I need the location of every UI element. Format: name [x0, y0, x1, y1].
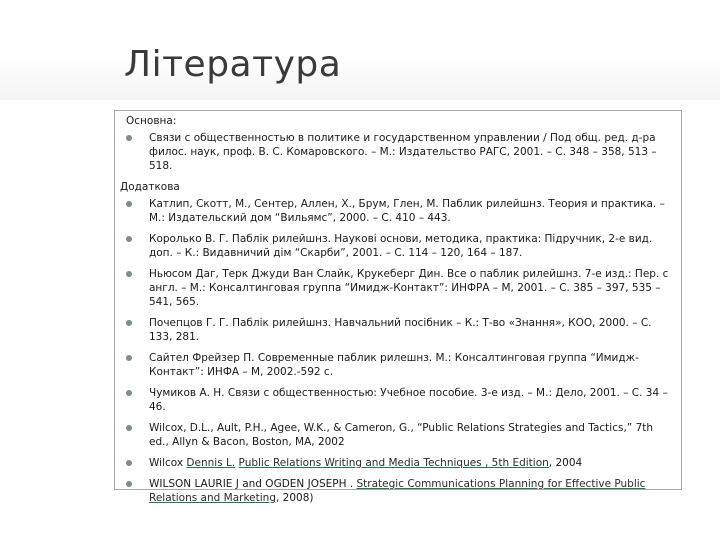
bullet-icon	[126, 481, 132, 487]
reference-text: Чумиков А. Н. Связи с общественностью: Учебное пособие. 3-е изд. – М.: Дело, 2001. – С. 34 – 46.	[149, 387, 668, 413]
reference-text: Королько В. Г. Паблік рилейшнз. Наукові основи, методика, практика: Підручник, 2-е вид. доп. – К.: Видавничий дім “Скарби”, 2001. – С. 114 – 120, 164 – 187.	[149, 233, 653, 259]
reference-text: Wilcox, D.L., Ault, P.H., Agee, W.K., & Cameron, G., “Public Relations Strategies and Tactics,” 7th ed., Allyn & Bacon, Boston, MA, 2002	[149, 422, 654, 448]
additional-references-list	[120, 197, 675, 505]
author-link[interactable]: Dennis L.	[186, 457, 236, 469]
main-section-heading: Основна:	[126, 115, 177, 127]
reference-suffix: , 2008)	[275, 492, 314, 504]
bullet-icon	[126, 271, 132, 277]
reference-text: Ньюсом Даг, Терк Джуди Ван Слайк, Крукеберг Дин. Все о паблик рилейшнз. 7-е изд.: Пер. с англ. – М.: Консалтинговая группа “Имидж-Контакт”: ИНФРА – М, 2001. – С. 385 – 397, 535 – 541, 565.	[149, 268, 669, 308]
reference-text: Связи с общественностью в политике и государственном управлении / Под общ. ред. д-ра филос. наук, проф. В. С. Комаровского. – М.: Издательство РАГС, 2001. – С. 348 – 358, 513 – 518.	[149, 132, 657, 172]
bullet-icon	[126, 390, 132, 396]
reference-item	[120, 351, 675, 379]
additional-section-heading: Додаткова	[120, 181, 180, 193]
bullet-icon	[126, 355, 132, 361]
bullet-icon	[126, 425, 132, 431]
reference-prefix: WILSON LAURIE J and OGDEN JOSEPH .	[149, 478, 357, 490]
bullet-icon	[126, 460, 132, 466]
reference-item	[120, 232, 675, 260]
bullet-icon	[126, 135, 132, 141]
book-title-link[interactable]: Public Relations Writing and Media Techniques , 5th Edition	[238, 457, 549, 469]
reference-suffix: , 2004	[548, 457, 583, 469]
title-band	[0, 0, 720, 100]
reference-text: Катлип, Скотт, М., Сентер, Аллен, Х., Брум, Глен, М. Паблик рилейшнз. Теория и практика. – М.: Издательский дом “Вильямс”, 2000. – С. 410 – 443.	[149, 198, 665, 224]
reference-text: Почепцов Г. Г. Паблік рилейшнз. Навчальний посібник – К.: Т-во «Знання», КОО, 2000. – С. 133, 281.	[149, 317, 652, 343]
reference-item	[120, 197, 675, 225]
slide-title: Література	[124, 44, 342, 85]
book-title-link[interactable]: Strategic Communications Planning for Effective Public Relations and Marketing	[149, 478, 646, 504]
reference-item	[120, 267, 675, 309]
bullet-icon	[126, 201, 132, 207]
reference-item	[120, 421, 675, 449]
reference-item	[120, 386, 675, 414]
main-references-list	[120, 131, 675, 173]
reference-item-wilson-link	[120, 477, 675, 505]
reference-prefix: Wilcox	[149, 457, 187, 469]
references-content	[120, 114, 675, 512]
bullet-icon	[126, 320, 132, 326]
reference-text: Сайтел Фрейзер П. Современные паблик рилешнз. М.: Консалтинговая группа “Имидж-Контакт”: ИНФА – М, 2002.-592 с.	[149, 352, 639, 378]
bullet-icon	[126, 236, 132, 242]
reference-item	[120, 131, 675, 173]
reference-item-wilcox-links	[120, 456, 675, 470]
reference-item	[120, 316, 675, 344]
